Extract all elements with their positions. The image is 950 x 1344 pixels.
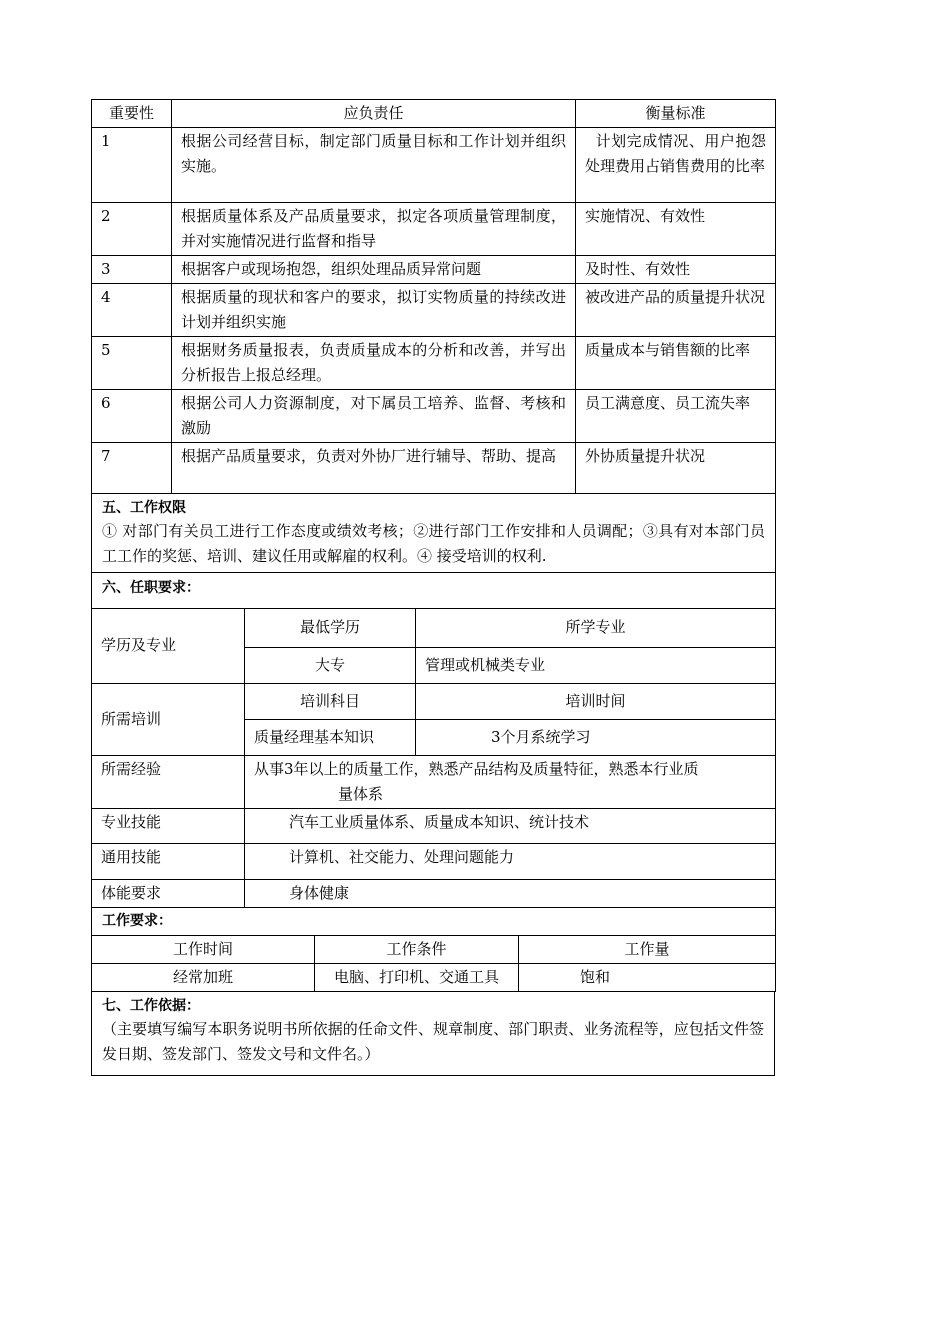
workload-header: 工作量 <box>519 936 776 964</box>
work-req-title: 工作要求： <box>102 912 172 929</box>
basis-title: 七、工作依据： <box>102 997 200 1014</box>
general-skill-value: 计算机、社交能力、处理问题能力 <box>245 843 776 879</box>
workload-value: 饱和 <box>519 963 776 991</box>
requirements-section <box>92 573 776 609</box>
measure-cell: 实施情况、有效性 <box>576 203 776 256</box>
training-header-time: 培训时间 <box>416 683 776 719</box>
table-row <box>92 284 776 337</box>
duty-cell: 根据客户或现场抱怨，组织处理品质异常问题 <box>172 256 576 284</box>
rank-cell: 2 <box>92 203 172 256</box>
education-degree: 大专 <box>245 647 416 683</box>
education-major: 管理或机械类专业 <box>416 647 776 683</box>
measure-cell: 质量成本与销售额的比率 <box>576 337 776 390</box>
training-header-subject: 培训科目 <box>245 683 416 719</box>
training-subject: 质量经理基本知识 <box>245 719 416 755</box>
basis-table <box>91 992 775 1077</box>
table-row <box>92 337 776 390</box>
table-row <box>92 256 776 284</box>
training-time: 3个月系统学习 <box>416 719 776 755</box>
header-measure: 衡量标准 <box>576 100 776 128</box>
requirements-title: 六、任职要求： <box>102 580 200 596</box>
job-description-document <box>91 99 775 1076</box>
work-time-header: 工作时间 <box>92 936 315 964</box>
experience-label: 所需经验 <box>92 755 245 808</box>
work-condition-value: 电脑、打印机、交通工具 <box>315 963 519 991</box>
table-row <box>92 128 776 203</box>
table-row <box>92 443 776 494</box>
measure-cell: 计划完成情况、用户抱怨处理费用占销售费用的比率 <box>576 128 776 203</box>
education-label: 学历及专业 <box>92 609 245 683</box>
header-duty: 应负责任 <box>172 100 576 128</box>
rank-cell: 1 <box>92 128 172 203</box>
education-header-major: 所学专业 <box>416 609 776 647</box>
professional-skill-label: 专业技能 <box>92 808 245 843</box>
measure-cell: 员工满意度、员工流失率 <box>576 390 776 443</box>
work-req-table <box>91 936 776 992</box>
professional-skill-value: 汽车工业质量体系、质量成本知识、统计技术 <box>245 808 776 843</box>
rank-cell: 4 <box>92 284 172 337</box>
rank-cell: 7 <box>92 443 172 494</box>
education-header-degree: 最低学历 <box>245 609 416 647</box>
basis-text: （主要填写编写本职务说明书所依据的任命文件、规章制度、部门职责、业务流程等，应包括文件签发日期、签发部门、签发文号和文件名。） <box>102 1019 764 1063</box>
duty-cell: 根据产品质量要求，负责对外协厂进行辅导、帮助、提高 <box>172 443 576 494</box>
physical-label: 体能要求 <box>92 879 245 907</box>
physical-value: 身体健康 <box>245 879 776 907</box>
rank-cell: 3 <box>92 256 172 284</box>
table-row <box>92 203 776 256</box>
table-row <box>92 390 776 443</box>
work-condition-header: 工作条件 <box>315 936 519 964</box>
duty-cell: 根据公司人力资源制度，对下属员工培养、监督、考核和激励 <box>172 390 576 443</box>
duty-table <box>91 99 776 609</box>
duty-cell: 根据质量的现状和客户的要求，拟订实物质量的持续改进计划并组织实施 <box>172 284 576 337</box>
measure-cell: 外协质量提升状况 <box>576 443 776 494</box>
general-skill-label: 通用技能 <box>92 843 245 879</box>
experience-value-line1: 从事3年以上的质量工作，熟悉产品结构及质量特征，熟悉本行业质 <box>254 759 699 778</box>
experience-value-line2: 量体系 <box>338 784 384 803</box>
requirements-table <box>91 609 776 936</box>
authority-section <box>92 494 776 573</box>
duty-cell: 根据公司经营目标，制定部门质量目标和工作计划并组织实施。 <box>172 128 576 203</box>
authority-text: ① 对部门有关员工进行工作态度或绩效考核；②进行部门工作安排和人员调配；③具有对本部门员工工作的奖惩、培训、建议任用或解雇的权利。④ 接受培训的权利. <box>102 522 765 565</box>
rank-cell: 6 <box>92 390 172 443</box>
duty-cell: 根据质量体系及产品质量要求，拟定各项质量管理制度，并对实施情况进行监督和指导 <box>172 203 576 256</box>
duty-table-header <box>92 100 776 128</box>
header-rank: 重要性 <box>92 100 172 128</box>
rank-cell: 5 <box>92 337 172 390</box>
training-label: 所需培训 <box>92 683 245 755</box>
measure-cell: 及时性、有效性 <box>576 256 776 284</box>
measure-cell: 被改进产品的质量提升状况 <box>576 284 776 337</box>
work-time-value: 经常加班 <box>92 963 315 991</box>
authority-title: 五、工作权限 <box>102 500 186 516</box>
duty-cell: 根据财务质量报表，负责质量成本的分析和改善，并写出分析报告上报总经理。 <box>172 337 576 390</box>
